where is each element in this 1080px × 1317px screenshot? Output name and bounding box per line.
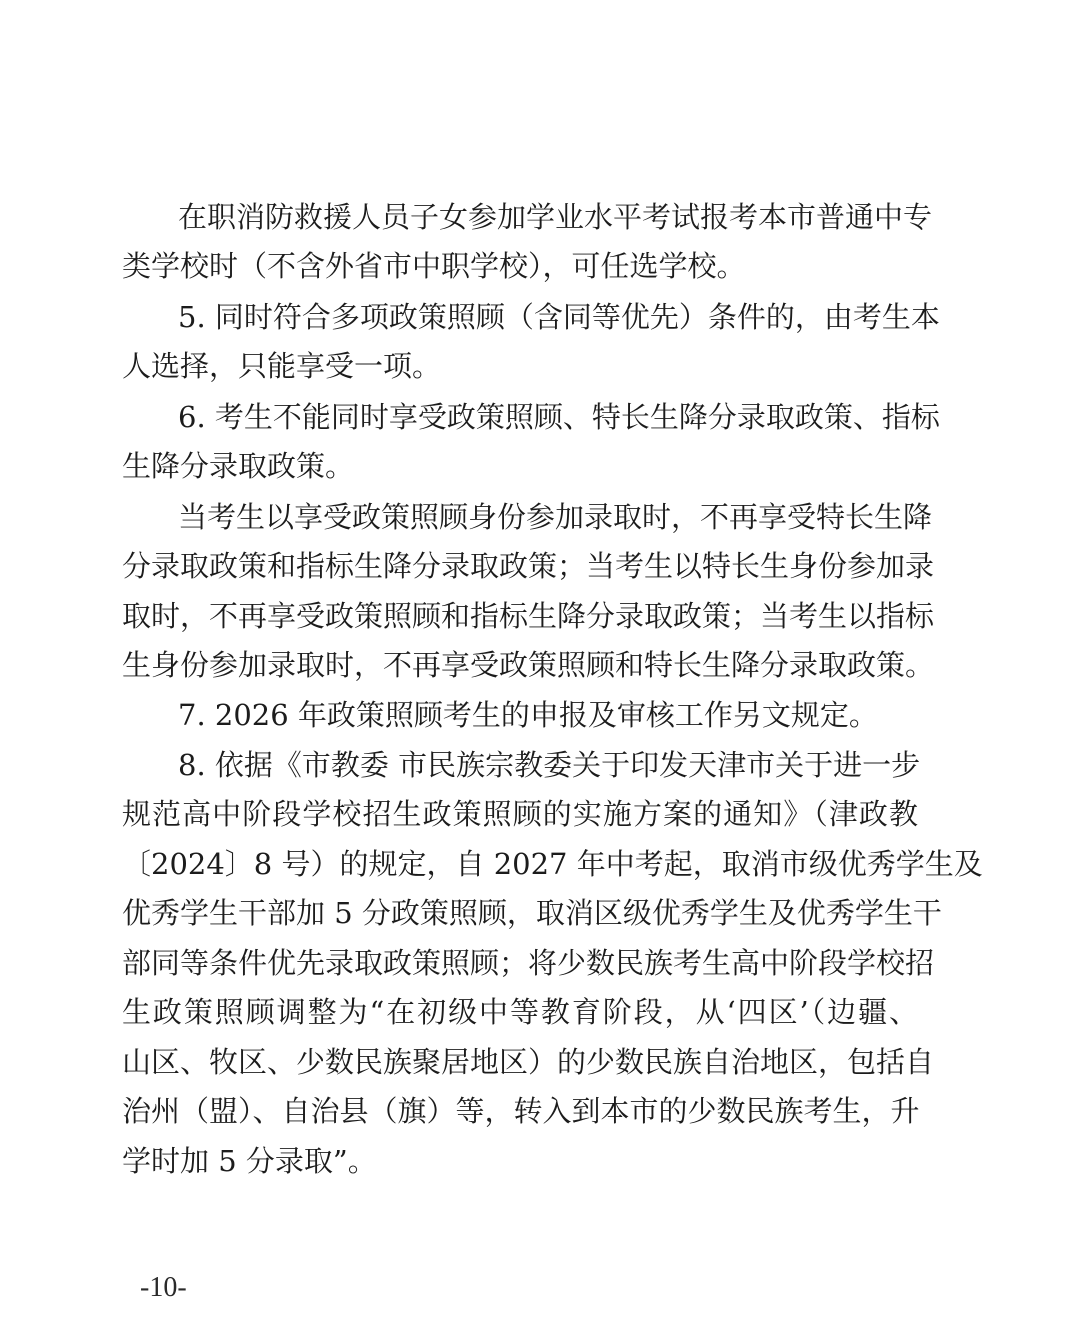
page-number: -10- xyxy=(140,1272,187,1303)
paragraph-line: 当考生以享受政策照顾身份参加录取时，不再享受特长生降 xyxy=(178,500,933,534)
paragraph-line: 治州（盟）、自治县（旗）等，转入到本市的少数民族考生，升 xyxy=(122,1094,920,1128)
paragraph-line: 学时加 5 分录取”。 xyxy=(122,1144,377,1178)
paragraph-line: 生降分录取政策。 xyxy=(122,449,355,483)
paragraph-line: 5. 同时符合多项政策照顾（含同等优先）条件的，由考生本 xyxy=(178,300,940,334)
paragraph-line: 在职消防救援人员子女参加学业水平考试报考本市普通中专 xyxy=(178,200,933,234)
paragraph-line: 〔2024〕8 号）的规定，自 2027 年中考起，取消市级优秀学生及 xyxy=(122,847,983,881)
paragraph-line: 部同等条件优先录取政策照顾；将少数民族考生高中阶段学校招 xyxy=(122,946,935,980)
paragraph-line: 优秀学生干部加 5 分政策照顾，取消区级优秀学生及优秀学生干 xyxy=(122,896,942,930)
paragraph-line: 7. 2026 年政策照顾考生的申报及审核工作另文规定。 xyxy=(178,698,878,732)
paragraph-line: 人选择，只能享受一项。 xyxy=(122,349,442,383)
paragraph-line: 山区、牧区、少数民族聚居地区）的少数民族自治地区，包括自 xyxy=(122,1045,935,1079)
paragraph-line: 分录取政策和指标生降分录取政策；当考生以特长生身份参加录 xyxy=(122,549,935,583)
paragraph-line: 生身份参加录取时，不再享受政策照顾和特长生降分录取政策。 xyxy=(122,648,935,682)
paragraph-line: 类学校时（不含外省市中职学校），可任选学校。 xyxy=(122,249,746,283)
paragraph-line: 8. 依据《市教委 市民族宗教委关于印发天津市关于进一步 xyxy=(178,748,921,782)
paragraph-line: 规范高中阶段学校招生政策照顾的实施方案的通知》（津政教 xyxy=(122,797,918,831)
paragraph-line: 取时，不再享受政策照顾和指标生降分录取政策；当考生以指标 xyxy=(122,599,935,633)
paragraph-line: 生政策照顾调整为“在初级中等教育阶段，从‘四区’（边疆、 xyxy=(122,995,918,1029)
paragraph-line: 6. 考生不能同时享受政策照顾、特长生降分录取政策、指标 xyxy=(178,400,940,434)
